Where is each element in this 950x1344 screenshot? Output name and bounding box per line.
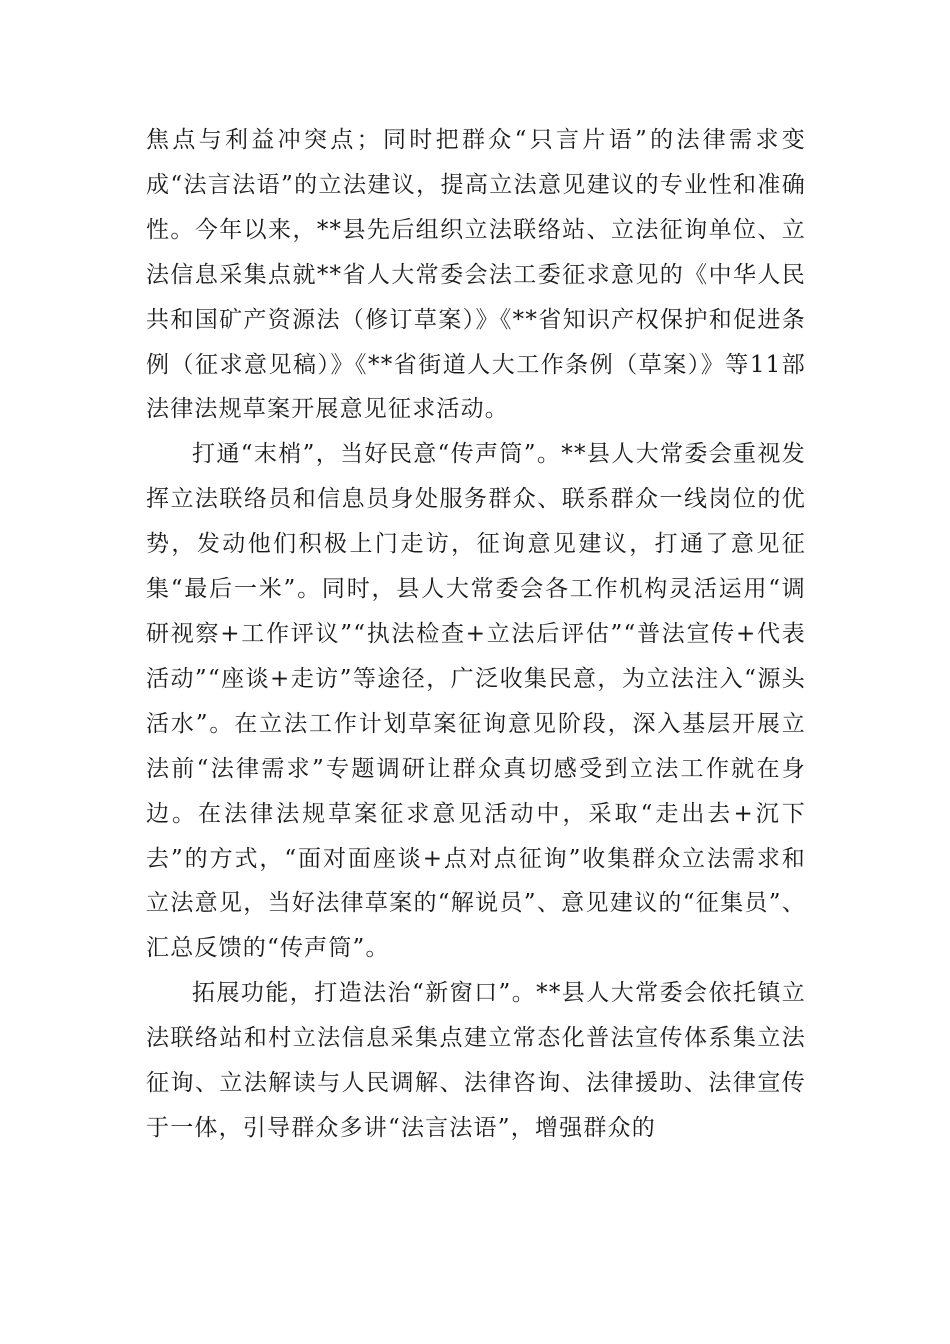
paragraph-1: 焦点与利益冲突点；同时把群众“只言片语”的法律需求变成“法言法语”的立法建议，提高立法意见建议的专业性和准确性。今年以来，**县先后组织立法联络站、立法征询单位、立法信息采集点就**省人大常委会法工委征求意见的《中华人民共和国矿产资源法（修订草案）》《**省知识产权保护和促进条例（征求意见稿）》《**省街道人大工作条例（草案）》等11部法律法规草案开展意见征求活动。	[146, 127, 806, 423]
document-page	[146, 118, 806, 1151]
paragraph-3: 拓展功能，打造法治“新窗口”。**县人大常委会依托镇立法联络站和村立法信息采集点建立常态化普法宣传体系集立法征询、立法解读与人民调解、法律咨询、法律援助、法律宣传于一体，引导群众多讲“法言法语”，增强群众的	[146, 980, 806, 1141]
paragraph-2: 打通“末梢”，当好民意“传声筒”。**县人大常委会重视发挥立法联络员和信息员身处服务群众、联系群众一线岗位的优势，发动他们积极上门走访，征询意见建议，打通了意见征集“最后一米”。同时，县人大常委会各工作机构灵活运用“调研视察+工作评议”“执法检查+立法后评估”“普法宣传+代表活动”“座谈+走访”等途径，广泛收集民意，为立法注入“源头活水”。在立法工作计划草案征询意见阶段，深入基层开展立法前“法律需求”专题调研让群众真切感受到立法工作就在身边。在法律法规草案征求意见活动中，采取“走出去+沉下去”的方式，“面对面座谈+点对点征询”收集群众立法需求和立法意见，当好法律草案的“解说员”、意见建议的“征集员”、汇总反馈的“传声筒”。	[146, 441, 806, 962]
